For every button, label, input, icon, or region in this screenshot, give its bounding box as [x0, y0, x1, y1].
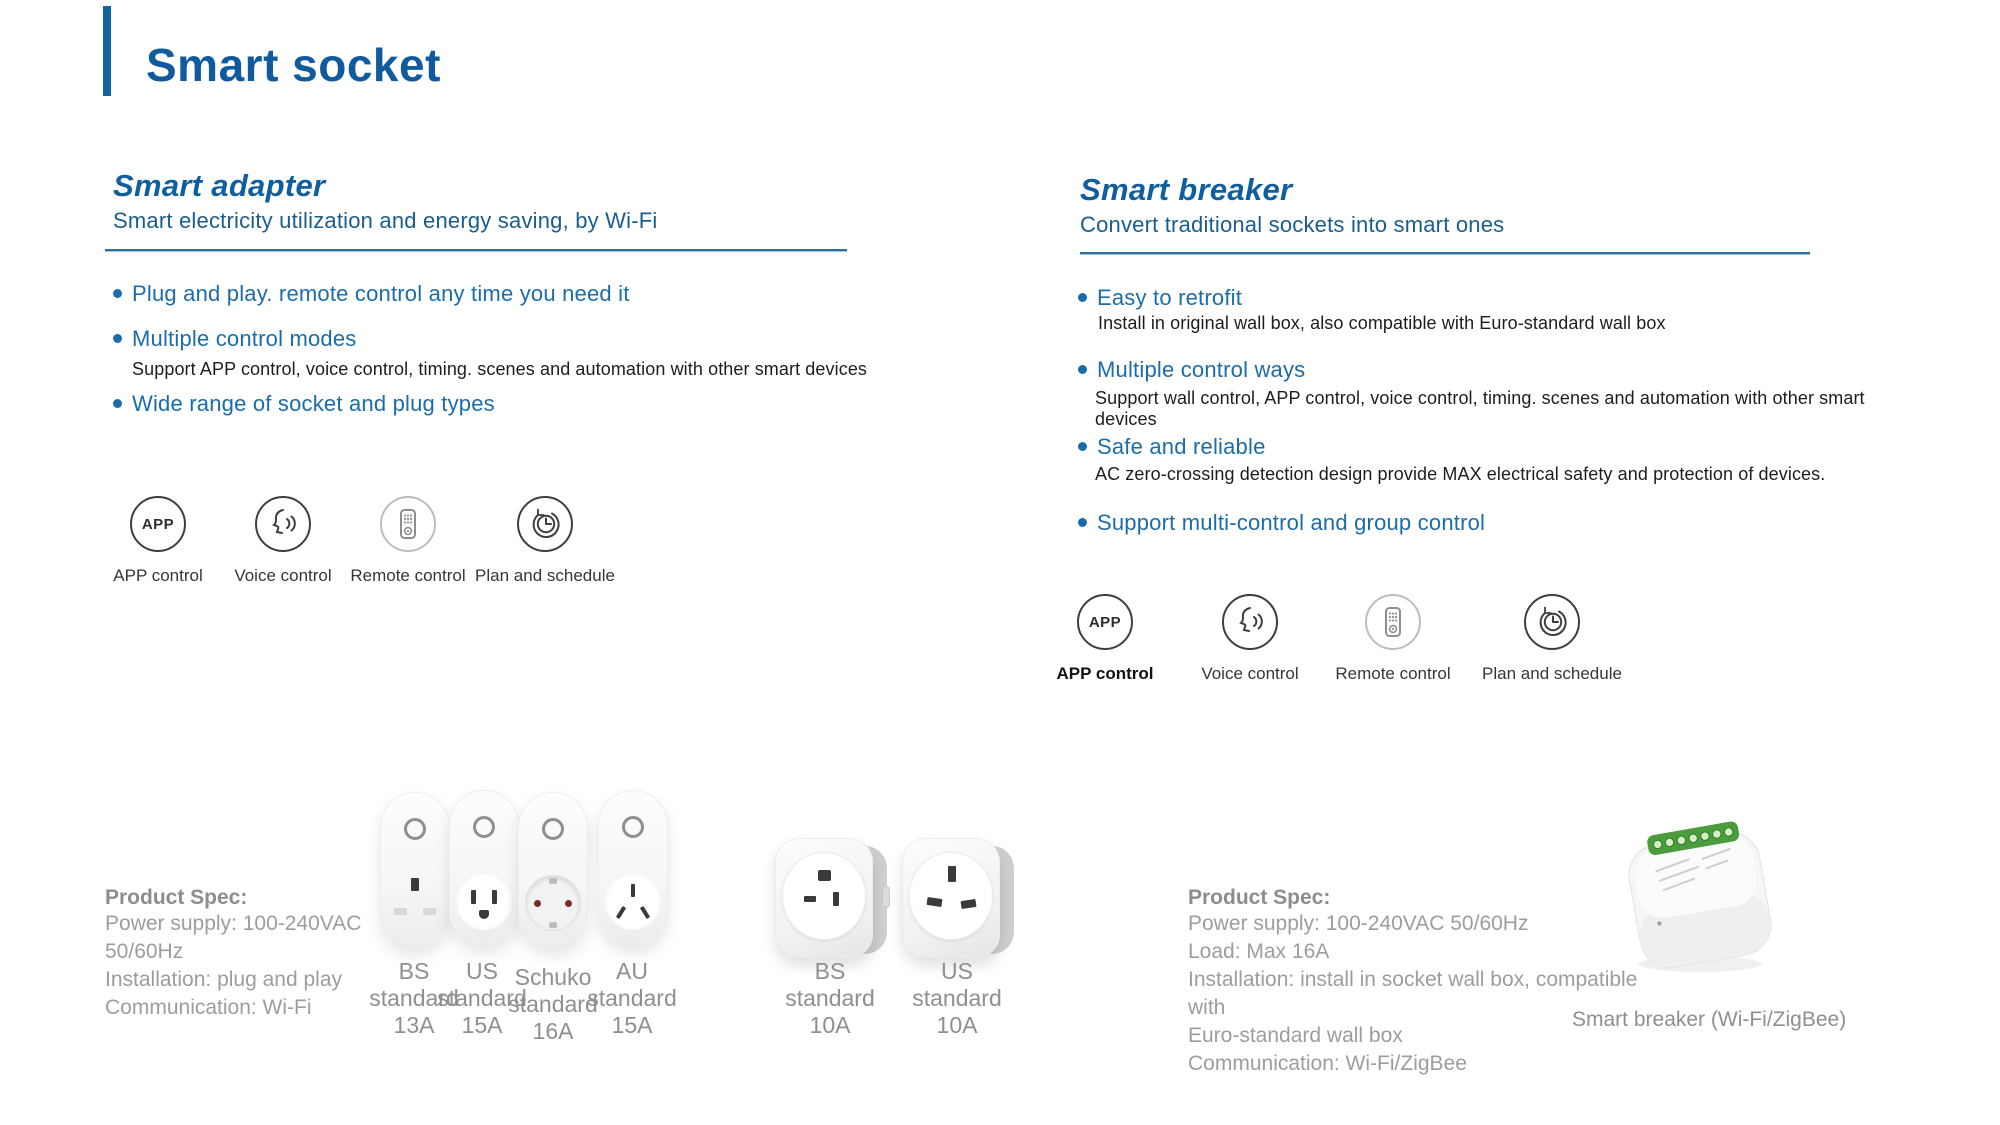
- socket-hole: [818, 870, 831, 881]
- socket-hole: [565, 900, 572, 907]
- spec-line: Power supply: 100-240VAC: [105, 912, 362, 935]
- breaker-bullet-4: [1078, 510, 1918, 536]
- spec-line: Installation: install in socket wall box, compatible with: [1188, 968, 1638, 1019]
- socket-hole: [833, 892, 839, 906]
- breaker-rule: [1080, 252, 1810, 254]
- label-line: 13A: [393, 1012, 435, 1038]
- breaker-subtitle: Convert traditional sockets into smart ones: [1080, 212, 1505, 237]
- label-line: 15A: [461, 1012, 503, 1038]
- page-title: Smart socket: [146, 39, 441, 91]
- adapter-subtitle: Smart electricity utilization and energy saving, by Wi-Fi: [113, 208, 658, 233]
- label-line: BS: [814, 958, 846, 984]
- socket-hole: [961, 899, 977, 909]
- icon-label: Voice control: [234, 566, 332, 585]
- icon-label: Plan and schedule: [1482, 664, 1622, 683]
- label-line: 10A: [809, 1012, 851, 1038]
- socket-hole: [927, 897, 943, 907]
- breaker-bullet-2: [1078, 357, 1918, 383]
- bullet-title: Easy to retrofit: [1097, 285, 1243, 310]
- remote-icon: [380, 496, 436, 552]
- product-label-us-10a: [882, 958, 1032, 1039]
- bullet-title: Support multi-control and group control: [1097, 510, 1486, 535]
- app-icon-text: APP: [1088, 613, 1122, 631]
- socket-recess: [456, 872, 512, 930]
- adapter-icon-plan-schedule: [465, 496, 625, 586]
- bullet-title: Multiple control modes: [132, 326, 357, 351]
- socket-recess: [605, 872, 661, 930]
- power-button: [404, 818, 426, 840]
- socket-hole: [423, 908, 436, 915]
- bullet-dot: [113, 334, 122, 343]
- spec-line: Power supply: 100-240VAC 50/60Hz: [1188, 912, 1529, 935]
- voice-icon: [1222, 594, 1278, 650]
- icon-label: Plan and schedule: [475, 566, 615, 585]
- adapter-bullet-1: [113, 281, 893, 307]
- breaker-icon-remote-control: [1313, 594, 1473, 684]
- product-label-au-15a: [557, 958, 707, 1039]
- socket-hole: [804, 896, 816, 902]
- label-line: US: [941, 958, 973, 984]
- product-image-bs-13a: [380, 792, 450, 948]
- breaker-bullet-1-detail: Install in original wall box, also compatible with Euro-standard wall box: [1098, 313, 1666, 333]
- breaker-icon-plan-schedule: [1472, 594, 1632, 684]
- product-image-cube-1: [775, 838, 887, 960]
- adapter-heading: Smart adapter: [113, 168, 326, 203]
- icon-label: APP control: [113, 566, 203, 585]
- bullet-title: Safe and reliable: [1097, 434, 1266, 459]
- spec-line: Installation: plug and play: [105, 968, 342, 991]
- breaker-spec: [1188, 886, 1658, 1078]
- label-line: standard: [912, 985, 1002, 1011]
- app-icon-text: APP: [141, 515, 175, 533]
- socket-clip: [549, 878, 557, 884]
- breaker-bullet-2-detail: Support wall control, APP control, voice control, timing. scenes and automation with other smart devices: [1095, 388, 1865, 429]
- adapter-bullet-3: [113, 391, 893, 417]
- label-line: 16A: [532, 1018, 574, 1044]
- spec-line: 50/60Hz: [105, 940, 184, 963]
- remote-icon: [1365, 594, 1421, 650]
- socket-face: [909, 852, 993, 940]
- schedule-icon: [1524, 594, 1580, 650]
- socket-hole: [631, 884, 635, 897]
- icon-label: Voice control: [1201, 664, 1299, 683]
- label-line: Schuko: [514, 964, 592, 990]
- breaker-caption: Smart breaker (Wi-Fi/ZigBee): [1572, 1008, 1847, 1031]
- spec-line: Euro-standard wall box: [1188, 1024, 1403, 1047]
- socket-hole: [492, 890, 497, 904]
- label-line: standard: [587, 985, 677, 1011]
- icon-label: Remote control: [1335, 664, 1451, 683]
- label-line: standard: [508, 991, 598, 1017]
- power-button: [473, 816, 495, 838]
- socket-hole: [394, 908, 407, 915]
- bullet-dot: [113, 399, 122, 408]
- spec-line: Communication: Wi-Fi/ZigBee: [1188, 1052, 1467, 1075]
- product-image-us-15a: [449, 790, 519, 946]
- product-image-au-15a: [598, 790, 668, 946]
- label-line: BS: [398, 958, 430, 984]
- socket-hole: [411, 878, 419, 891]
- socket-hole: [948, 866, 956, 882]
- power-button: [622, 816, 644, 838]
- label-line: 10A: [936, 1012, 978, 1038]
- power-button: [542, 818, 564, 840]
- label-line: US: [466, 958, 498, 984]
- label-line: standard: [369, 985, 459, 1011]
- bullet-title: Multiple control ways: [1097, 357, 1306, 382]
- adapter-bullet-2: [113, 326, 893, 352]
- spec-title: Product Spec:: [105, 886, 248, 909]
- socket-face: [782, 852, 866, 940]
- breaker-bullet-1: [1078, 285, 1918, 311]
- spec-line: Load: Max 16A: [1188, 940, 1330, 963]
- schedule-icon: [517, 496, 573, 552]
- bullet-dot: [1078, 518, 1087, 527]
- breaker-heading: Smart breaker: [1080, 172, 1293, 207]
- adapter-icon-remote-control: [328, 496, 488, 586]
- socket-hole: [471, 890, 476, 904]
- bullet-dot: [1078, 293, 1087, 302]
- adapter-rule: [105, 249, 847, 251]
- bullet-dot: [1078, 442, 1087, 451]
- adapter-bullet-2-detail: Support APP control, voice control, timing. scenes and automation with other smart devices: [132, 359, 868, 379]
- bullet-title: Wide range of socket and plug types: [132, 391, 495, 416]
- breaker-product-image: [1600, 812, 1800, 992]
- bullet-title: Plug and play. remote control any time you need it: [132, 281, 630, 306]
- title-accent-bar: [103, 6, 111, 96]
- socket-clip: [549, 922, 557, 928]
- app-icon: [130, 496, 186, 552]
- icon-label: Remote control: [350, 566, 466, 585]
- bullet-dot: [113, 289, 122, 298]
- icon-label: APP control: [1056, 664, 1154, 683]
- product-image-schuko-16a: [518, 792, 588, 948]
- socket-recess: [526, 876, 580, 930]
- spec-title: Product Spec:: [1188, 886, 1331, 909]
- label-line: standard: [437, 985, 527, 1011]
- app-icon: [1077, 594, 1133, 650]
- label-line: 15A: [611, 1012, 653, 1038]
- product-image-cube-2: [902, 838, 1014, 960]
- breaker-bullet-3: [1078, 434, 1918, 460]
- breaker-icon-app-control: [1025, 594, 1185, 684]
- voice-icon: [255, 496, 311, 552]
- breaker-bullet-3-detail: AC zero-crossing detection design provide MAX electrical safety and protection of devices.: [1095, 464, 1826, 484]
- bullet-dot: [1078, 365, 1087, 374]
- socket-hole: [534, 900, 541, 907]
- label-line: standard: [785, 985, 875, 1011]
- breaker-icon-voice-control: [1170, 594, 1330, 684]
- spec-line: Communication: Wi-Fi: [105, 996, 312, 1019]
- side-button: [882, 886, 890, 908]
- label-line: AU: [616, 958, 648, 984]
